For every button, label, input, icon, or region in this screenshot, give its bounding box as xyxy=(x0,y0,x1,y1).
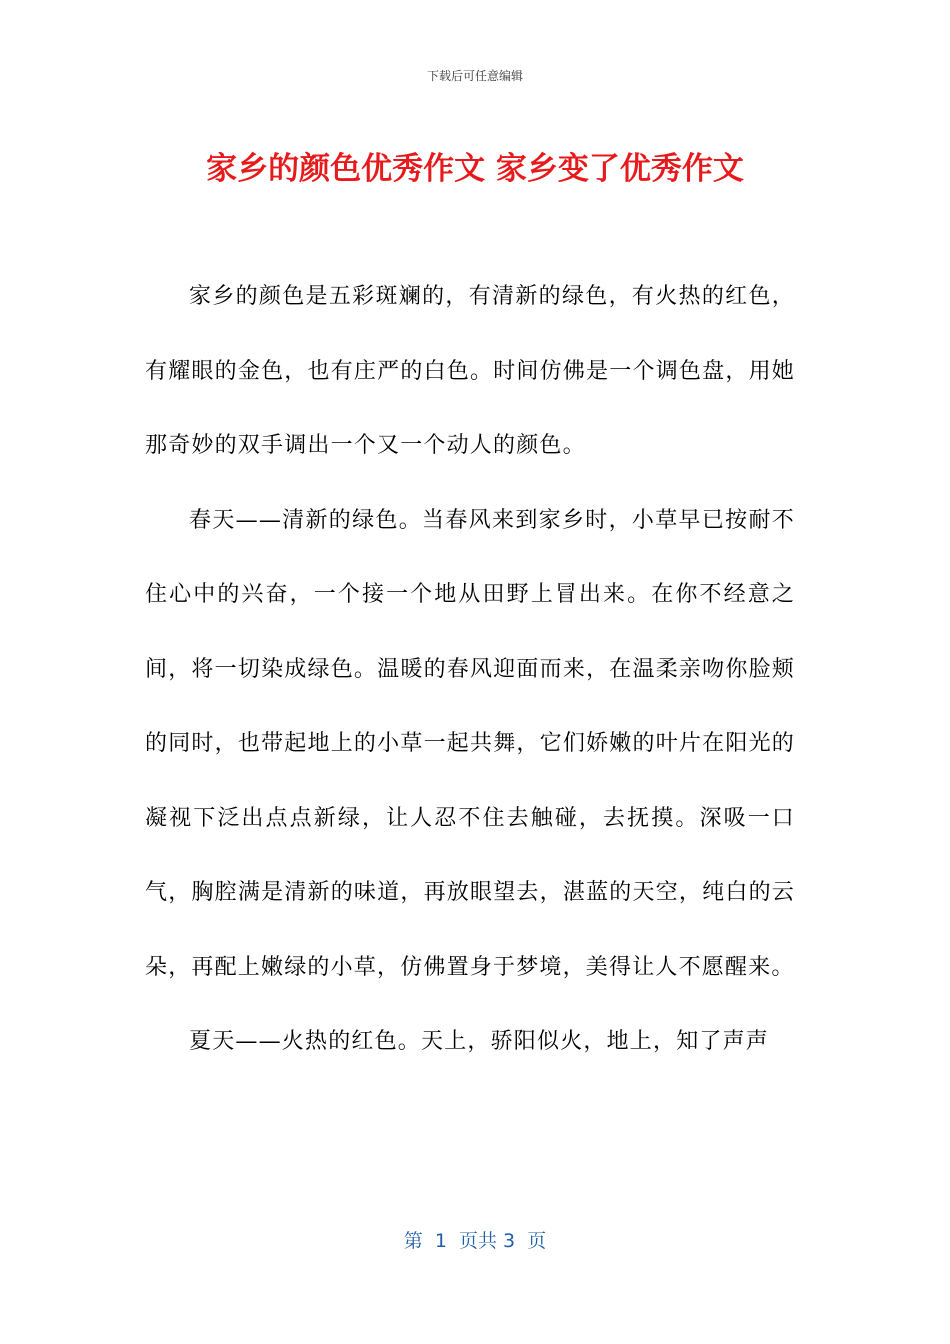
paragraph-2: 春天——清新的绿色。当春风来到家乡时，小草早已按耐不住心中的兴奋，一个接一个地从田野上冒出来。在你不经意之间，将一切染成绿色。温暖的春风迎面而来，在温柔亲吻你脸颊的同时，也带起地上的小草一起共舞，它们娇嫩的叶片在阳光的凝视下泛出点点新绿，让人忍不住去触碰，去抚摸。深吸一口气，胸腔满是清新的味道，再放眼望去，湛蓝的天空，纯白的云朵，再配上嫩绿的小草，仿佛置身于梦境，美得让人不愿醒来。 xyxy=(145,507,795,980)
page-footer: 第 1 页共 3 页 xyxy=(403,1230,547,1252)
header-note: 下载后可任意编辑 xyxy=(426,69,523,83)
paragraph-3: 夏天——火热的红色。天上，骄阳似火，地上，知了声声 xyxy=(189,1029,770,1054)
document-title: 家乡的颜色优秀作文 家乡变了优秀作文 xyxy=(206,151,744,187)
paragraph-1: 家乡的颜色是五彩斑斓的，有清新的绿色，有火热的红色，有耀眼的金色，也有庄严的白色。时间仿佛是一个调色盘，用她那奇妙的双手调出一个又一个动人的颜色。 xyxy=(145,284,795,458)
document-body xyxy=(145,260,795,1080)
